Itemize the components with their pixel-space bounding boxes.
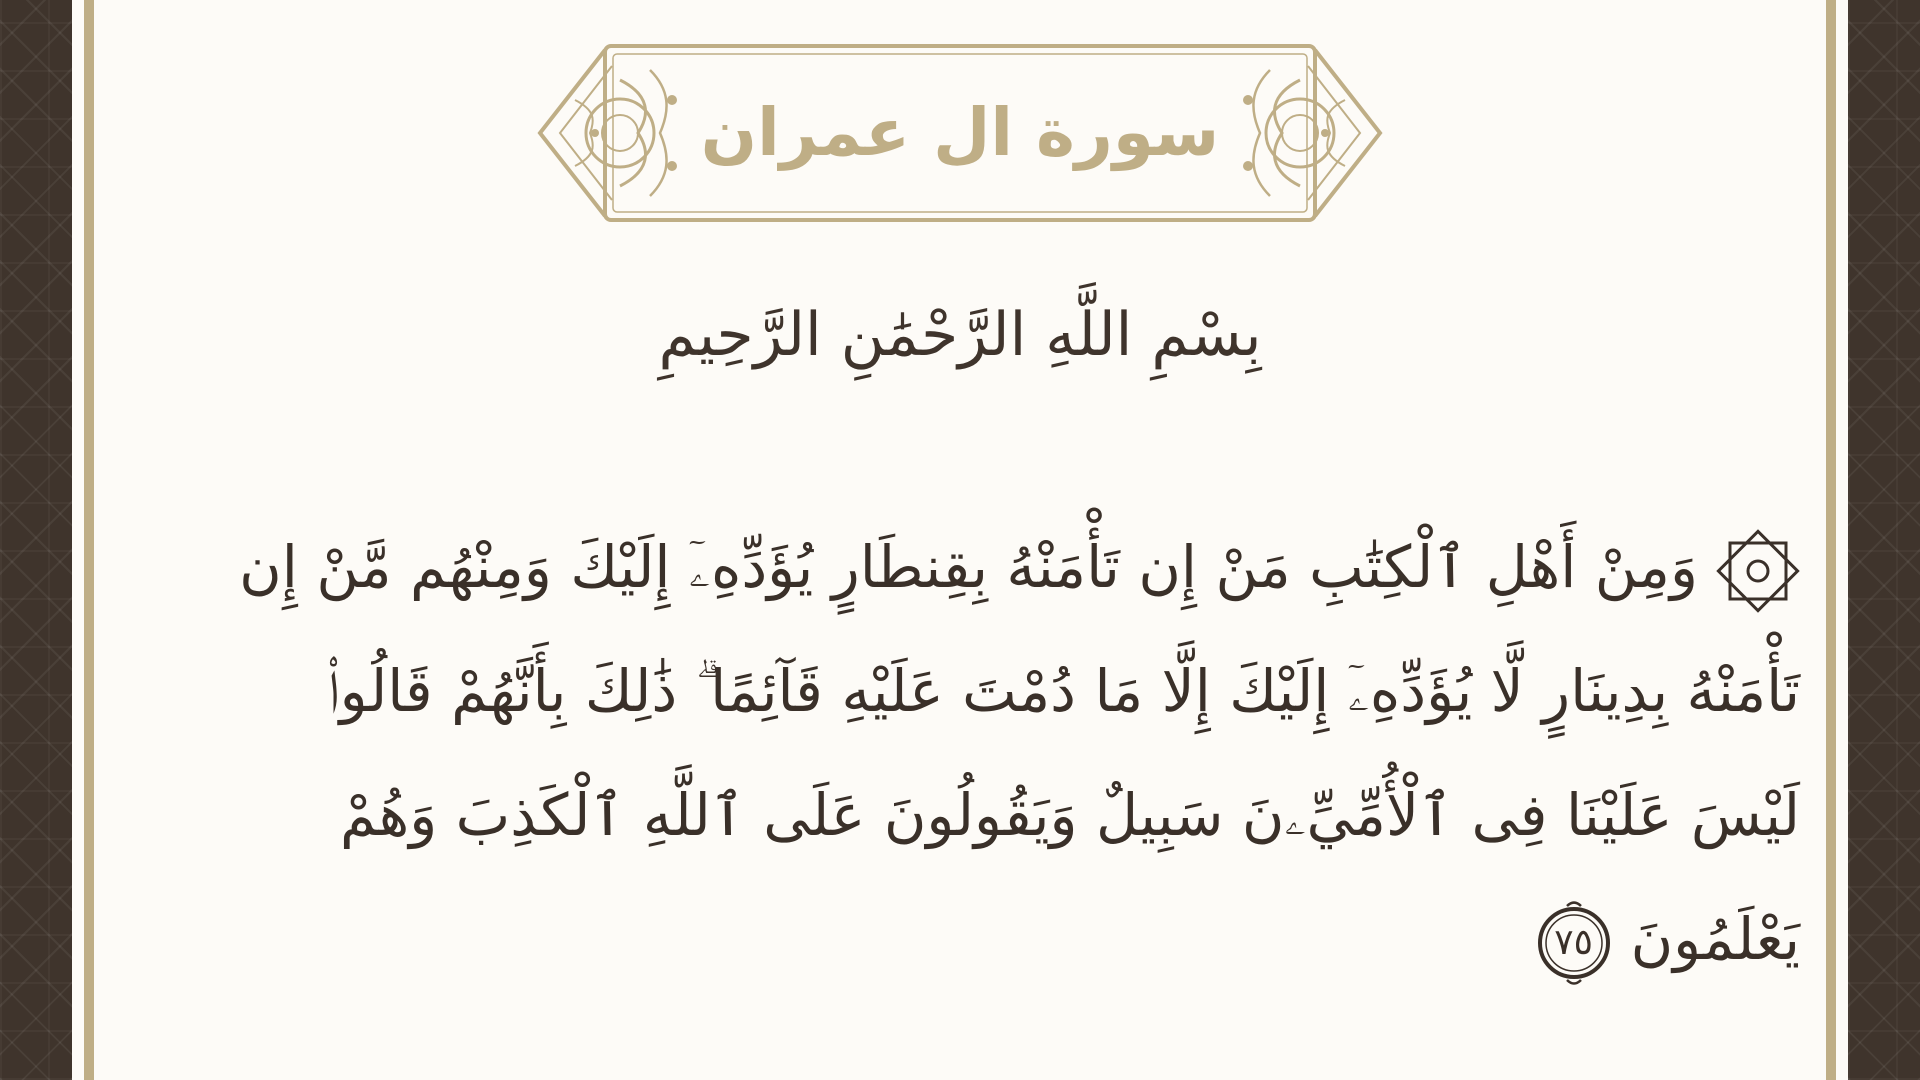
- left-ornamental-border: [0, 0, 72, 1080]
- right-ornamental-border: [1848, 0, 1920, 1080]
- ayah-number: ٧٥: [1554, 921, 1593, 963]
- verse-block: [230, 505, 1800, 1001]
- surah-header-frame: [500, 40, 1420, 230]
- left-gold-rule: [84, 0, 94, 1080]
- surah-title: سورة ال عمران: [700, 94, 1220, 171]
- basmala: بِسْمِ اللَّهِ الرَّحْمَٰنِ الرَّحِيمِ: [658, 300, 1262, 370]
- ayah-end-marker: [1531, 900, 1617, 986]
- rub-el-hizb-icon: [1716, 529, 1800, 613]
- verse-text: وَمِنْ أَهْلِ ٱلْكِتَٰبِ مَنْ إِن تَأْمَنْهُ بِقِنطَارٍ يُؤَدِّهِۦٓ إِلَيْكَ وَمِنْهُم مَّنْ إِن تَأْمَنْهُ بِدِينَارٍ لَّا يُؤَدِّهِۦٓ إِلَيْكَ إِلَّا مَا دُمْتَ عَلَيْهِ قَآئِمًا ۗ ذَٰلِكَ بِأَنَّهُمْ قَالُوا۟ لَيْسَ عَلَيْنَا فِى ٱلْأُمِّيِّۦنَ سَبِيلٌ وَيَقُولُونَ عَلَى ٱللَّهِ ٱلْكَذِبَ وَهُمْ يَعْلَمُونَ: [239, 533, 1800, 973]
- right-gold-rule: [1826, 0, 1836, 1080]
